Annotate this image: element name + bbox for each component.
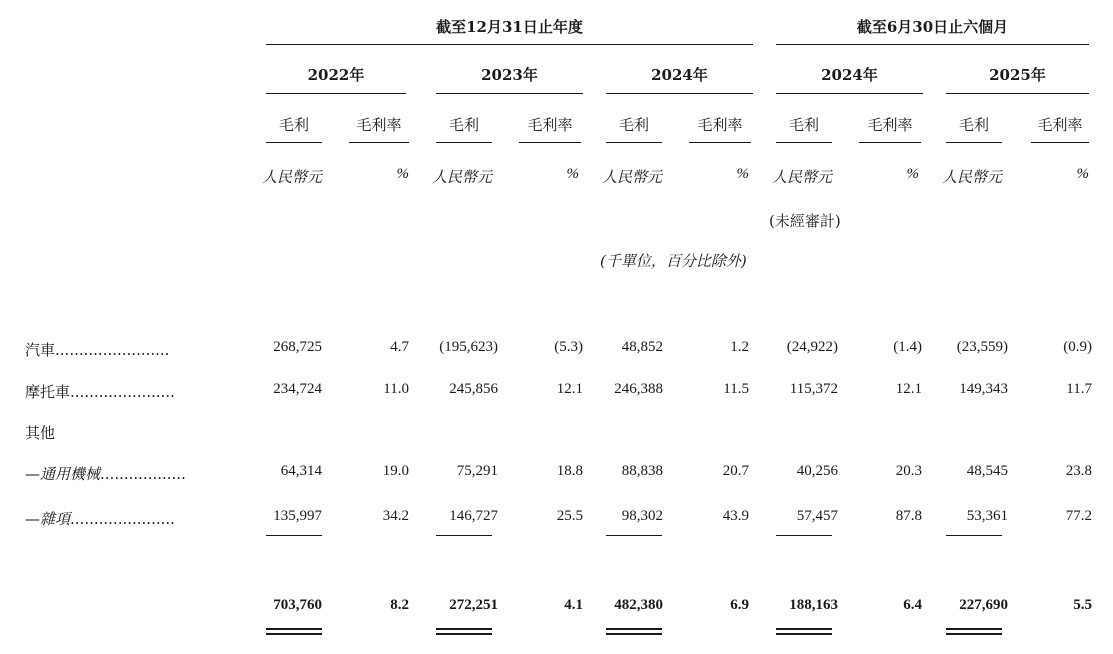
total-gross-profit: 188,163 bbox=[789, 597, 838, 613]
cell-gross-margin: (1.4) bbox=[893, 339, 922, 355]
col-header-gross-profit: 毛利 bbox=[958, 116, 989, 134]
cell-gross-margin: 12.1 bbox=[556, 381, 583, 397]
cell-gross-margin: 34.2 bbox=[382, 508, 409, 524]
total-double-rule bbox=[946, 633, 1002, 635]
row-label-automobile: 汽車........................ bbox=[25, 341, 170, 359]
unit-rmb: 人民幣元 bbox=[262, 168, 323, 186]
col-header-rule bbox=[519, 142, 581, 143]
cell-gross-margin: 11.7 bbox=[1066, 381, 1092, 397]
total-double-rule bbox=[266, 633, 322, 635]
year-header-2023: 2023年 bbox=[481, 66, 538, 84]
unit-rmb: 人民幣元 bbox=[942, 168, 1003, 186]
cell-gross-margin: 18.8 bbox=[556, 463, 583, 479]
year-header-rule bbox=[266, 93, 406, 94]
cell-gross-profit: 245,856 bbox=[449, 381, 498, 397]
subtotal-rule bbox=[776, 535, 832, 536]
cell-gross-margin: 19.0 bbox=[382, 463, 409, 479]
year-header-2022: 2022年 bbox=[307, 66, 365, 84]
col-header-gross-profit: 毛利 bbox=[278, 116, 309, 134]
subtotal-rule bbox=[606, 535, 662, 536]
cell-gross-margin: 23.8 bbox=[1065, 463, 1092, 479]
unaudited-note: (未經審計) bbox=[769, 212, 841, 230]
total-double-rule bbox=[776, 628, 832, 630]
row-label-motorcycle: 摩托車...................... bbox=[25, 383, 175, 401]
subtotal-rule bbox=[266, 535, 322, 536]
group-header-six-months: 截至6月30日止六個月 bbox=[856, 18, 1009, 36]
col-header-gross-margin: 毛利率 bbox=[697, 116, 743, 134]
group-header-rule bbox=[776, 44, 1089, 45]
cell-gross-profit: 48,545 bbox=[966, 463, 1008, 479]
total-gross-margin: 6.4 bbox=[903, 597, 922, 613]
cell-gross-profit: 135,997 bbox=[273, 508, 322, 524]
cell-gross-profit: 115,372 bbox=[789, 381, 838, 397]
cell-gross-profit: 234,724 bbox=[273, 381, 322, 397]
unit-percent: % bbox=[736, 166, 749, 182]
cell-gross-margin: 20.3 bbox=[895, 463, 922, 479]
col-header-gross-margin: 毛利率 bbox=[527, 116, 573, 134]
year-header-2025-h1: 2025年 bbox=[989, 66, 1046, 84]
cell-gross-margin: (5.3) bbox=[554, 339, 583, 355]
cell-gross-profit: 40,256 bbox=[796, 463, 838, 479]
col-header-rule bbox=[349, 142, 409, 143]
col-header-gross-profit: 毛利 bbox=[448, 116, 479, 134]
col-header-rule bbox=[776, 142, 832, 143]
total-gross-profit: 703,760 bbox=[273, 597, 322, 613]
col-header-gross-profit: 毛利 bbox=[618, 116, 649, 134]
total-double-rule bbox=[436, 633, 492, 635]
col-header-gross-margin: 毛利率 bbox=[356, 116, 402, 134]
col-header-gross-profit: 毛利 bbox=[788, 116, 819, 134]
cell-gross-profit: 48,852 bbox=[621, 339, 663, 355]
cell-gross-profit: (23,559) bbox=[956, 339, 1008, 355]
col-header-rule bbox=[859, 142, 921, 143]
total-double-rule bbox=[436, 628, 492, 630]
year-header-rule bbox=[606, 93, 753, 94]
unit-rmb: 人民幣元 bbox=[602, 168, 663, 186]
total-gross-margin: 6.9 bbox=[730, 597, 749, 613]
col-header-gross-margin: 毛利率 bbox=[1037, 116, 1083, 134]
year-header-2024-h1: 2024年 bbox=[821, 66, 878, 84]
col-header-rule bbox=[436, 142, 492, 143]
row-label-miscellaneous: —雜項...................... bbox=[25, 510, 175, 528]
cell-gross-margin: 77.2 bbox=[1065, 508, 1092, 524]
cell-gross-profit: 98,302 bbox=[621, 508, 663, 524]
cell-gross-margin: 12.1 bbox=[895, 381, 922, 397]
group-header-year-ended: 截至12月31日止年度 bbox=[436, 18, 583, 36]
cell-gross-margin: 4.7 bbox=[390, 339, 409, 355]
cell-gross-margin: 1.2 bbox=[730, 339, 749, 355]
col-header-rule bbox=[266, 142, 322, 143]
total-double-rule bbox=[266, 628, 322, 630]
total-double-rule bbox=[946, 628, 1002, 630]
cell-gross-profit: (195,623) bbox=[439, 339, 498, 355]
cell-gross-profit: 88,838 bbox=[621, 463, 663, 479]
cell-gross-profit: 75,291 bbox=[456, 463, 498, 479]
row-label-others: 其他 bbox=[25, 424, 56, 442]
col-header-rule bbox=[606, 142, 662, 143]
cell-gross-margin: 25.5 bbox=[556, 508, 583, 524]
total-gross-margin: 4.1 bbox=[564, 597, 583, 613]
cell-gross-profit: 53,361 bbox=[966, 508, 1008, 524]
cell-gross-profit: 146,727 bbox=[449, 508, 498, 524]
unit-percent: % bbox=[566, 166, 579, 182]
cell-gross-margin: 20.7 bbox=[722, 463, 749, 479]
unit-rmb: 人民幣元 bbox=[432, 168, 493, 186]
cell-gross-margin: 11.5 bbox=[723, 381, 749, 397]
subtotal-rule bbox=[946, 535, 1002, 536]
col-header-rule bbox=[1031, 142, 1089, 143]
unit-percent: % bbox=[1076, 166, 1089, 182]
col-header-gross-margin: 毛利率 bbox=[867, 116, 913, 134]
total-gross-margin: 5.5 bbox=[1073, 597, 1092, 613]
group-header-rule bbox=[266, 44, 753, 45]
thousands-note: (千單位，百分比除外) bbox=[600, 252, 747, 270]
cell-gross-profit: 149,343 bbox=[959, 381, 1008, 397]
cell-gross-margin: 87.8 bbox=[895, 508, 922, 524]
total-gross-profit: 482,380 bbox=[614, 597, 663, 613]
unit-rmb: 人民幣元 bbox=[772, 168, 833, 186]
cell-gross-profit: 57,457 bbox=[796, 508, 838, 524]
cell-gross-profit: 64,314 bbox=[280, 463, 322, 479]
row-label-general-machinery: —通用機械.................. bbox=[25, 465, 186, 483]
total-double-rule bbox=[606, 633, 662, 635]
total-gross-margin: 8.2 bbox=[390, 597, 409, 613]
total-double-rule bbox=[606, 628, 662, 630]
cell-gross-profit: (24,922) bbox=[786, 339, 838, 355]
cell-gross-profit: 268,725 bbox=[273, 339, 322, 355]
unit-percent: % bbox=[396, 166, 409, 182]
year-header-2024: 2024年 bbox=[651, 66, 708, 84]
cell-gross-profit: 246,388 bbox=[614, 381, 663, 397]
total-gross-profit: 272,251 bbox=[449, 597, 498, 613]
col-header-rule bbox=[689, 142, 751, 143]
cell-gross-margin: (0.9) bbox=[1063, 339, 1092, 355]
cell-gross-margin: 11.0 bbox=[383, 381, 409, 397]
cell-gross-margin: 43.9 bbox=[722, 508, 749, 524]
year-header-rule bbox=[436, 93, 583, 94]
total-double-rule bbox=[776, 633, 832, 635]
unit-percent: % bbox=[906, 166, 919, 182]
total-gross-profit: 227,690 bbox=[959, 597, 1008, 613]
year-header-rule bbox=[946, 93, 1089, 94]
col-header-rule bbox=[946, 142, 1002, 143]
year-header-rule bbox=[776, 93, 923, 94]
subtotal-rule bbox=[436, 535, 492, 536]
